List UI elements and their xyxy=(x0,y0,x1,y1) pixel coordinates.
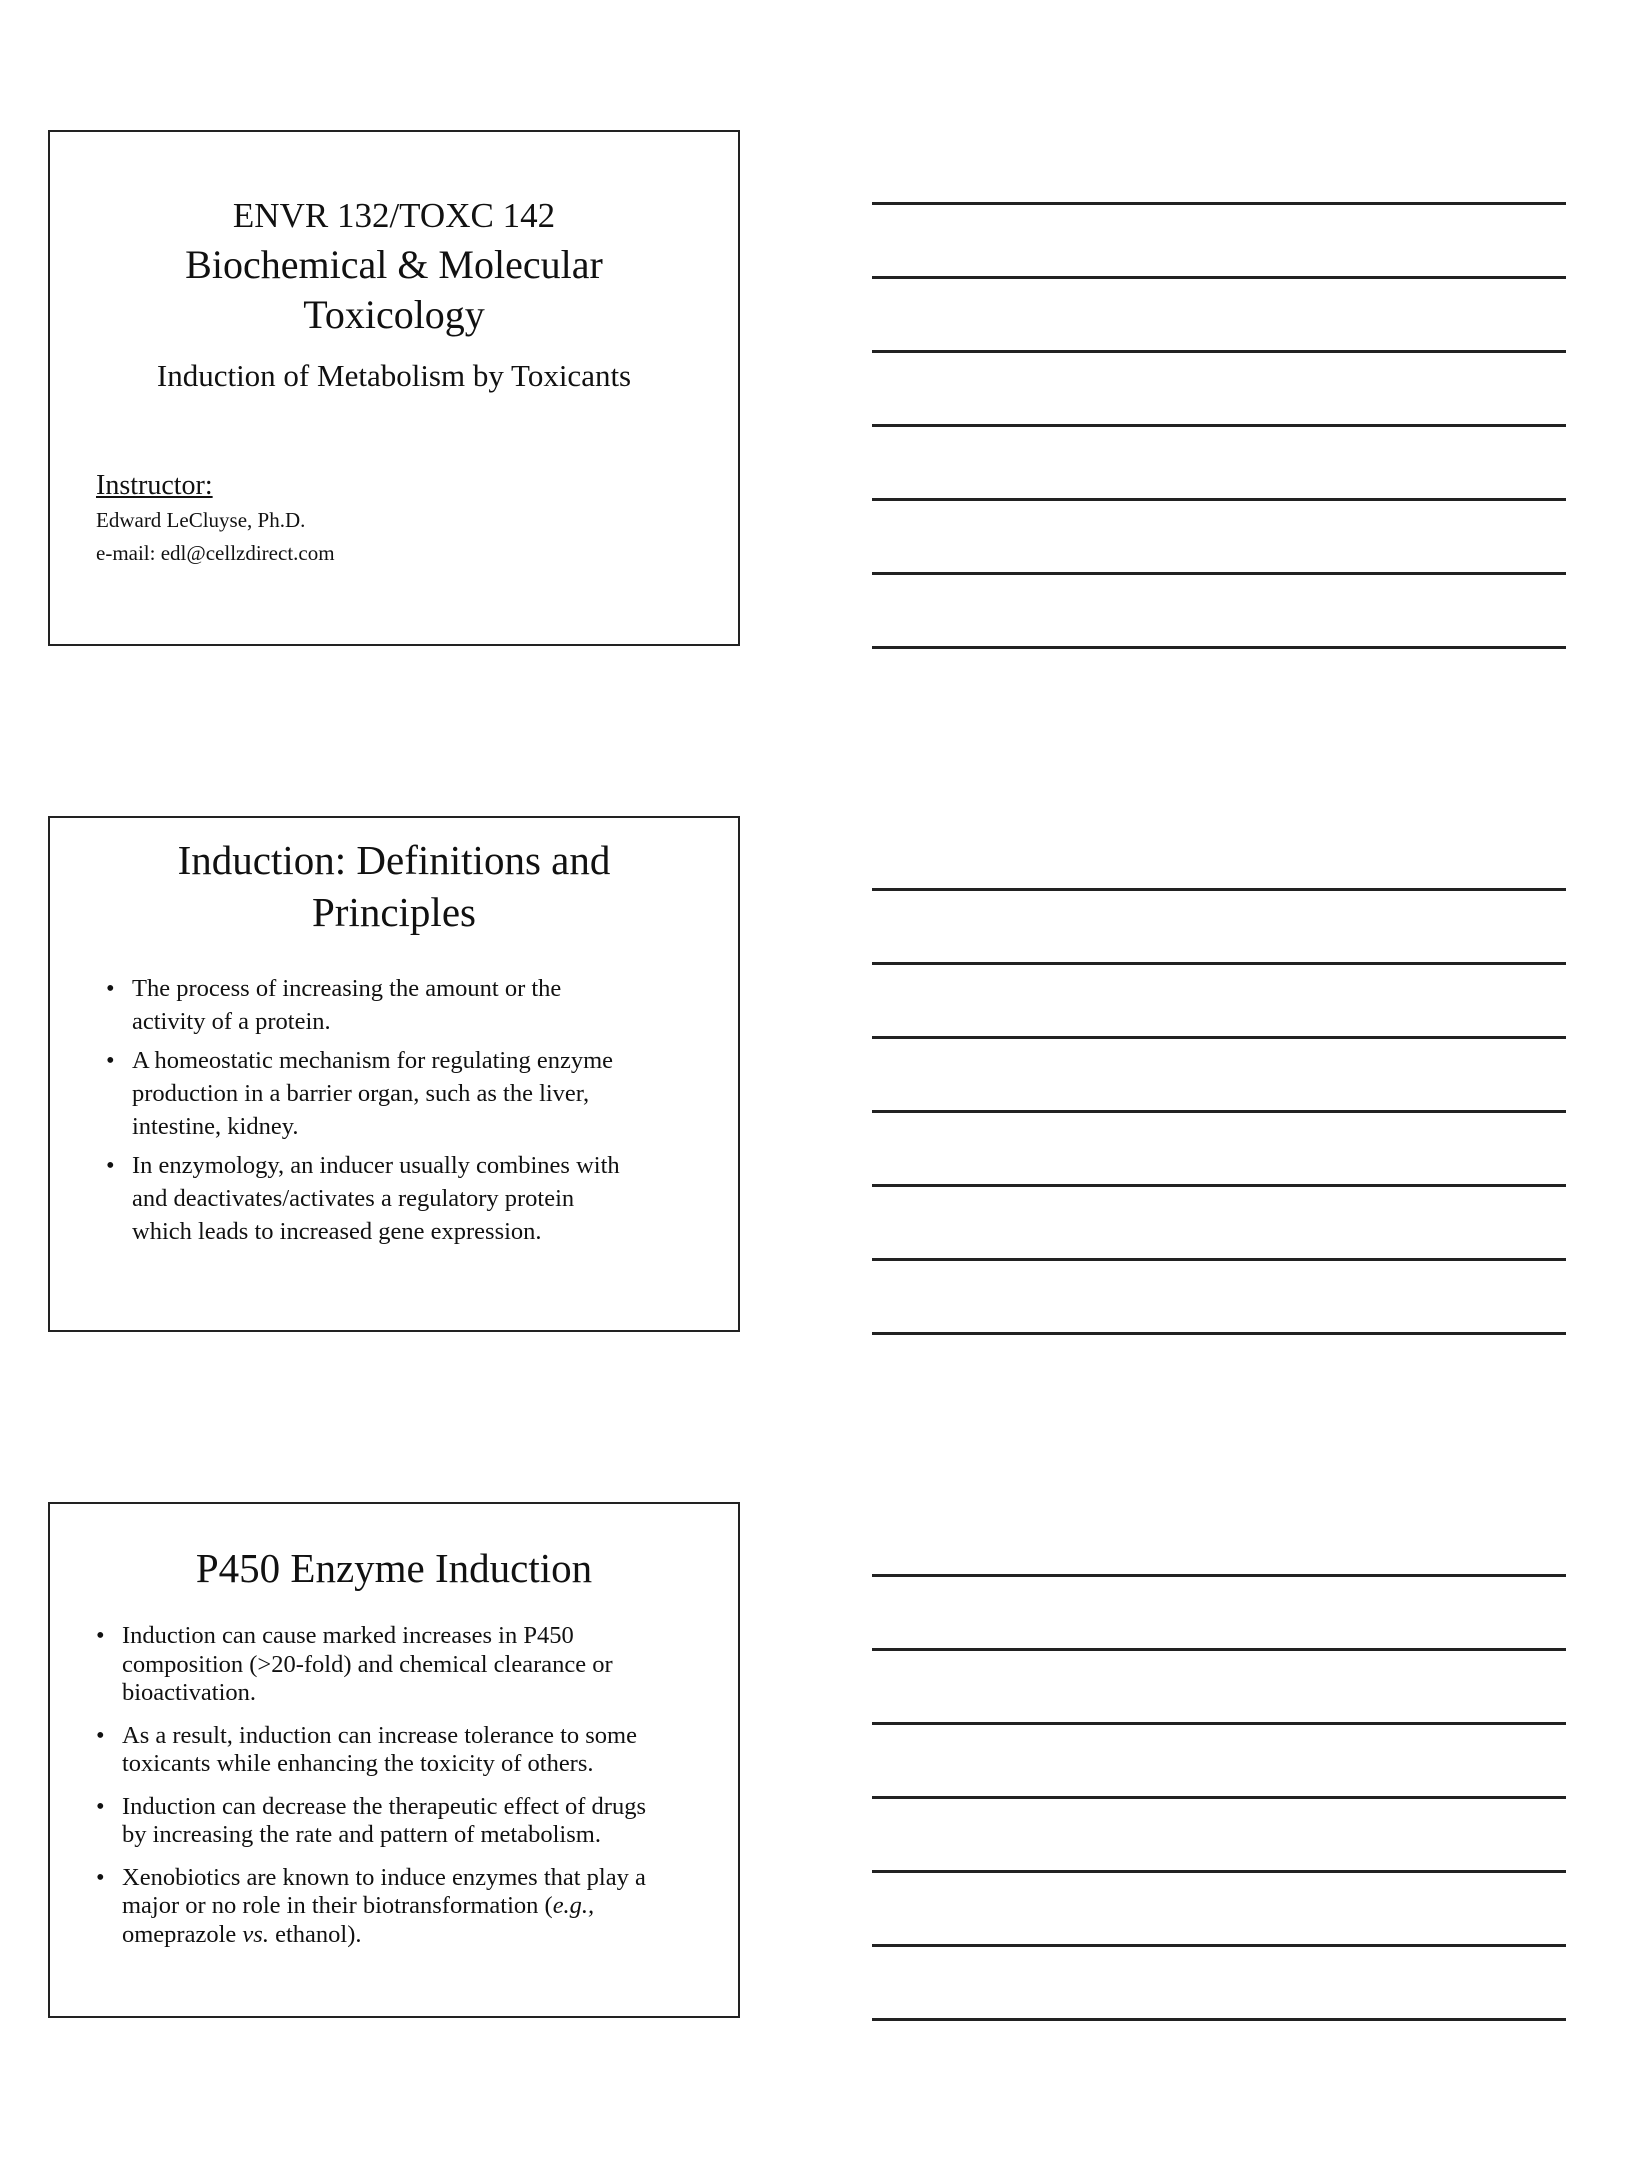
bullet-icon: • xyxy=(106,975,115,1002)
slide-title-line-2: Principles xyxy=(312,889,476,935)
note-line xyxy=(872,646,1566,649)
bullet-line: Induction can decrease the therapeutic effect of drugs xyxy=(122,1792,646,1820)
course-title-line-1: Biochemical & Molecular xyxy=(185,242,603,287)
bullet-line: In enzymology, an inducer usually combines with xyxy=(132,1152,620,1179)
bullet-icon: • xyxy=(106,1152,115,1179)
bullet-icon: • xyxy=(96,1622,105,1649)
instructor-name: Edward LeCluyse, Ph.D. xyxy=(96,508,306,532)
bullet-line: production in a barrier organ, such as the liver, xyxy=(132,1080,590,1107)
slide-title xyxy=(50,834,738,938)
note-line xyxy=(872,202,1566,205)
note-line xyxy=(872,1648,1566,1651)
bullet-icon: • xyxy=(106,1047,115,1074)
note-line xyxy=(872,572,1566,575)
bullet-line: activity of a protein. xyxy=(132,1008,331,1035)
bullet-line: bioactivation. xyxy=(122,1679,257,1706)
note-line xyxy=(872,2018,1566,2021)
note-line xyxy=(872,1944,1566,1947)
bullet-text: major or no role in their biotransformation ( xyxy=(122,1892,553,1919)
bullet-line xyxy=(122,1892,710,1921)
note-line xyxy=(872,888,1566,891)
bullet-line: Xenobiotics are known to induce enzymes that play a xyxy=(122,1863,646,1891)
slide-p450-induction xyxy=(48,1502,740,2018)
bullet-item xyxy=(96,1864,710,1950)
note-line xyxy=(872,1870,1566,1873)
instructor-block xyxy=(96,468,335,570)
slide-title: P450 Enzyme Induction xyxy=(195,1545,593,1591)
bullet-line: The process of increasing the amount or the xyxy=(132,975,562,1002)
bullet-line: intestine, kidney. xyxy=(132,1113,299,1140)
bullet-line: composition (>20-fold) and chemical clearance or xyxy=(122,1650,613,1678)
bullet-line xyxy=(122,1921,710,1950)
bullet-line: and deactivates/activates a regulatory protein xyxy=(132,1185,575,1212)
note-line xyxy=(872,276,1566,279)
note-line xyxy=(872,962,1566,965)
slide-definitions xyxy=(48,816,740,1332)
bullet-emphasis: vs. xyxy=(242,1920,269,1948)
bullet-list xyxy=(96,1622,710,1949)
note-line xyxy=(872,1258,1566,1261)
bullet-item xyxy=(96,1622,710,1708)
note-line xyxy=(872,1796,1566,1799)
bullet-item xyxy=(106,972,698,1038)
bullet-icon: • xyxy=(96,1721,105,1749)
bullet-emphasis: e.g., xyxy=(552,1892,595,1919)
course-title-line-2: Toxicology xyxy=(303,292,485,337)
bullet-text: ethanol). xyxy=(268,1920,362,1948)
slide-title-page xyxy=(48,130,740,646)
bullet-item xyxy=(106,1044,698,1143)
instructor-label: Instructor: xyxy=(96,470,213,501)
bullet-icon: • xyxy=(96,1792,105,1820)
note-line xyxy=(872,424,1566,427)
bullet-line: A homeostatic mechanism for regulating enzyme xyxy=(132,1047,614,1074)
lecture-subtitle: Induction of Metabolism by Toxicants xyxy=(156,358,632,393)
note-line xyxy=(872,1722,1566,1725)
bullet-item xyxy=(96,1722,710,1779)
note-line xyxy=(872,1036,1566,1039)
note-line xyxy=(872,498,1566,501)
bullet-line: which leads to increased gene expression. xyxy=(132,1218,542,1245)
bullet-list xyxy=(106,972,698,1248)
bullet-line: by increasing the rate and pattern of metabolism. xyxy=(122,1821,601,1848)
note-line xyxy=(872,1110,1566,1113)
note-line xyxy=(872,1184,1566,1187)
bullet-line: toxicants while enhancing the toxicity of others. xyxy=(122,1750,594,1777)
note-line xyxy=(872,1574,1566,1577)
bullet-item xyxy=(96,1793,710,1850)
bullet-line: Induction can cause marked increases in P450 xyxy=(122,1622,574,1649)
slide-title-line-1: Induction: Definitions and xyxy=(177,837,611,883)
note-line xyxy=(872,1332,1566,1335)
bullet-icon: • xyxy=(96,1863,105,1891)
bullet-item xyxy=(106,1149,698,1248)
bullet-line: As a result, induction can increase tolerance to some xyxy=(122,1721,637,1749)
title-block xyxy=(50,192,738,396)
note-line xyxy=(872,350,1566,353)
course-code: ENVR 132/TOXC 142 xyxy=(232,196,556,235)
instructor-email: e-mail: edl@cellzdirect.com xyxy=(96,541,335,565)
bullet-text: omeprazole xyxy=(122,1920,243,1948)
